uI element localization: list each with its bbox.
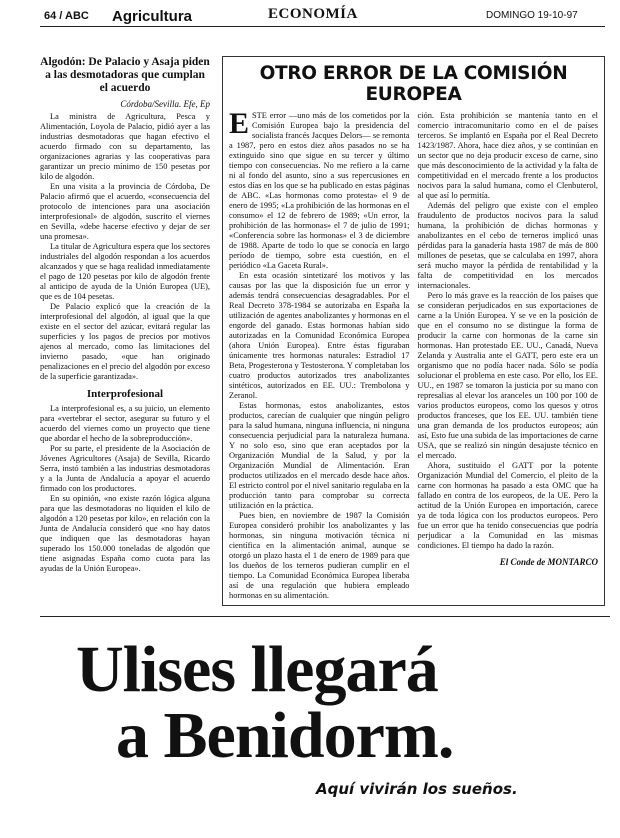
opinion-signature: El Conde de MONTARCO <box>499 557 598 567</box>
opinion-column-1 <box>229 107 410 601</box>
opinion-paragraph: Además del peligro que existe con el empleo fraudulento de productos nocivos para la salud humana, la prohibición de dichas hormonas y anabolizantes en el cebo de terneros implicó unas pérdidas para la ganadería hasta 1987 de más de 800 millones de pesetas, que se calculaba en 1997, ahora será mucho mayor la pérdida de rentabilidad y la falta de competitividad en los mercados internacionales. <box>417 201 598 290</box>
article-paragraph: En una visita a la provincia de Córdoba, De Palacio afirmó que el acuerdo, «consecuencia del protocolo de intenciones para una asociación interprofesional» de algodón, suscrito el viernes en Sevilla, «debe hacerse efectivo y dejar de ser una promesa». <box>40 182 210 241</box>
opinion-paragraph: Pues bien, en noviembre de 1987 la Comisión Europea consideró prohibir los anabolizantes y las hormonas, sin ninguna motivación técnica ni científica en la alimentación animal, aunque se otorgó un plazo hasta el 1 de enero de 1989 para que los dueños de los terneros pudieran cumplir en el tiempo. La Comunidad Económica Europea liberaba así de una regulación que hubiera empleado hormonas en su alimentación. <box>229 511 410 600</box>
opinion-columns <box>223 107 604 601</box>
ad-slogan: Aquí vivirán los sueños. <box>316 780 518 798</box>
article-paragraph: De Palacio explicó que la creación de la interprofesional del algodón, al igual que la que existe en el sector del azúcar, evitará regular las superficies y los pagos de precios por motivos ajenos al mercado, como las limitaciones del invierno pasado, «que han originado penalizaciones en el precio del algodón por exceso de la superficie garantizada». <box>40 302 210 381</box>
article-headline: Algodón: De Palacio y Asaja piden a las desmotadoras que cumplan el acuerdo <box>40 56 210 94</box>
section-label: Agricultura <box>112 8 193 25</box>
opinion-paragraph: Pero lo más grave es la reacción de los países que se consideran perjudicados en sus exportaciones de carne a la Unión Europea. Y se ve en la posición de que en el consumo no se distingue la forma de producir la carne con hormonas de la carne sin hormonas. Han protestado EE. UU., Canadá, Nueva Zelanda y Australia ante el GATT, pero este era un organismo que no podía hacer nada. Sólo se podía solucionar el problema en este caso. Por ello, los EE. UU., en 1987 se tomaron la justicia por su mano con represalias al elevar los aranceles un 100 por 100 de varios productos europeos, como los quesos y otros productos franceses, que los EE. UU. también tiene una gran demanda de los productos europeos; aún así, Esto fue una subida de las importaciones de carne USA, que se realizó sin ningún desajuste técnico en el mercado. <box>417 291 598 460</box>
article-paragraph: La titular de Agricultura espera que los sectores industriales del algodón respondan a los acuerdos alcanzados y que se haga realidad inmediatamente el pago de 120 pesetas por kilo de algodón frente al anticipo de ayuda de la Unión Europea (UE), que es de 104 pesetas. <box>40 242 210 301</box>
article-paragraph: En su opinión, «no existe razón lógica alguna para que las desmotadoras no liquiden el kilo de algodón a 120 pesetas por kilo», en relación con la Junta de Andalucía consideró que «no hay datos que indiquen que las desmotadoras hayan superado los 150.000 toneladas de algodón que tiene asignadas España como cuota para las ayudas de la Unión Europea». <box>40 494 210 573</box>
issue-date: DOMINGO 19-10-97 <box>486 10 578 21</box>
opinion-paragraph: Estas hormonas, estos anabolizantes, estos productos, carecían de cualquier que ningún peligro para la salud humana, ninguna influencia, ni ninguna consecuencia perjudicial para la naturaleza humana. Y no solo eso, sino que eran aceptados por la Organización Mundial de la Salud, y por la Organización Mundial de Alimentación. Eran productos utilizados en el mercado desde hace años. El estricto control por el nivel sanitario regulaba en la producción tanto para comprobar su correcta utilización en la práctica. <box>229 401 410 510</box>
page-number: 64 / ABC <box>44 10 89 22</box>
article-byline: Córdoba/Sevilla. Efe, Ep <box>120 99 210 109</box>
ad-headline-line-2: a Benidorm. <box>116 699 454 772</box>
opinion-paragraph: En esta ocasión sintetizaré los motivos y las causas por las que la disposición fue un error y además tendrá consecuencias desagradables. Por el Real Decreto 378-1984 se autorizaba en España la utilización de agentes anabolizantes y hormonas en el engorde del ganado. Estas hormonas habían sido autorizadas en la Comunidad Económica Europea (ahora Unión Europea). Entre éstas figuraban únicamente tres hormonas naturales: Estradiol 17 Beta, Progesterona y Testosterona. Y completaban los cuatro productos autorizados tres anabolizantes sintéticos, autorizados en EE. UU.: Trembolona y Zeranol. <box>229 271 410 400</box>
header-rule <box>40 26 605 27</box>
drop-cap: E <box>229 107 250 140</box>
article-subhead: Interprofesional <box>86 388 164 400</box>
article-paragraph: Por su parte, el presidente de la Asociación de Jóvenes Agricultores (Asaja) de Sevilla, Ricardo Serra, instó también a las industrias desmotadoras y a la Junta de Andalucía a apoyar el acuerdo firmado con los productores. <box>40 444 210 493</box>
opinion-paragraph: ción. Esta prohibición se mantenía tanto en el comercio intracomunitario como en el de países terceros. Se implantó en España por el Real Decreto 1423/1987. Ahora, hace diez años, y se continúan en un sector que no deja producir exceso de carne, sino que más desconocimiento de la actividad y la falta de competitividad en el mercado frente a los productos nocivos para la salud humana, como el Clenbuterol, al que así lo permitía. <box>417 111 598 200</box>
ad-headline-line-1: Ulises llegará <box>76 633 438 706</box>
ad-top-rule <box>40 616 610 617</box>
left-article <box>40 56 210 606</box>
category-label: ECONOMÍA <box>268 6 358 22</box>
article-paragraph: La ministra de Agricultura, Pesca y Alimentación, Loyola de Palacio, pidió ayer a las industrias desmotadoras que hagan efectivo el acuerdo firmado con su departamento, las organizaciones agrarias y las cooperativas para garantizar un precio mínimo de 150 pesetas por kilo de algodón. <box>40 112 210 181</box>
opinion-paragraph: STE error —uno más de los cometidos por la Comisión Europea bajo la presidencia del socialista francés Jacques Delors— se remonta a 1987, pero en estos diez años pasados no se ha extinguido sino que sigue en su tercer y último tiempo con consecuencias. No me refiero a la carne ni al fondo del asunto, sino a sus repercusiones en estos días en los que se ha publicado en estas páginas de ABC. «Las hormonas como protesta» el 9 de enero de 1995; «La prohibición de las hormonas en el consumo» el 12 de febrero de 1989; «Un error, la prohibición de las hormonas» el 7 de julio de 1991; «Conferencia sobre las hormonas» el 3 de diciembre de 1988. Aparte de todo lo que se conocía en largo período de tiempo, sobre esta cuestión, en el periódico «La Gaceta Rural». <box>229 111 410 270</box>
opinion-title: OTRO ERROR DE LA COMISIÓN EUROPEA <box>259 63 568 105</box>
opinion-paragraph: Ahora, sustituido el GATT por la potente Organización Mundial del Comercio, el pleito de la carne con hormonas ha pasado a esta OMC que ha fallado en contra de los europeos, de la UE. Pero la actitud de la Unión Europea en importación, carece ya de toda lógica con los productos europeos. Pero fue un error que ha tenido consecuencias que podría perjudicar a la Comunidad en las mismas condiciones. El tiempo ha dado la razón. <box>417 461 598 550</box>
opinion-box <box>222 56 605 606</box>
article-paragraph: La interprofesional es, a su juicio, un elemento para «vertebrar el sector, asegurar su futuro y el acuerdo del viernes como un proyecto que tiene que abordar el hecho de la sobreproducción». <box>40 404 210 443</box>
advertisement <box>0 616 620 838</box>
opinion-column-2 <box>418 111 599 601</box>
page-header <box>0 0 620 28</box>
